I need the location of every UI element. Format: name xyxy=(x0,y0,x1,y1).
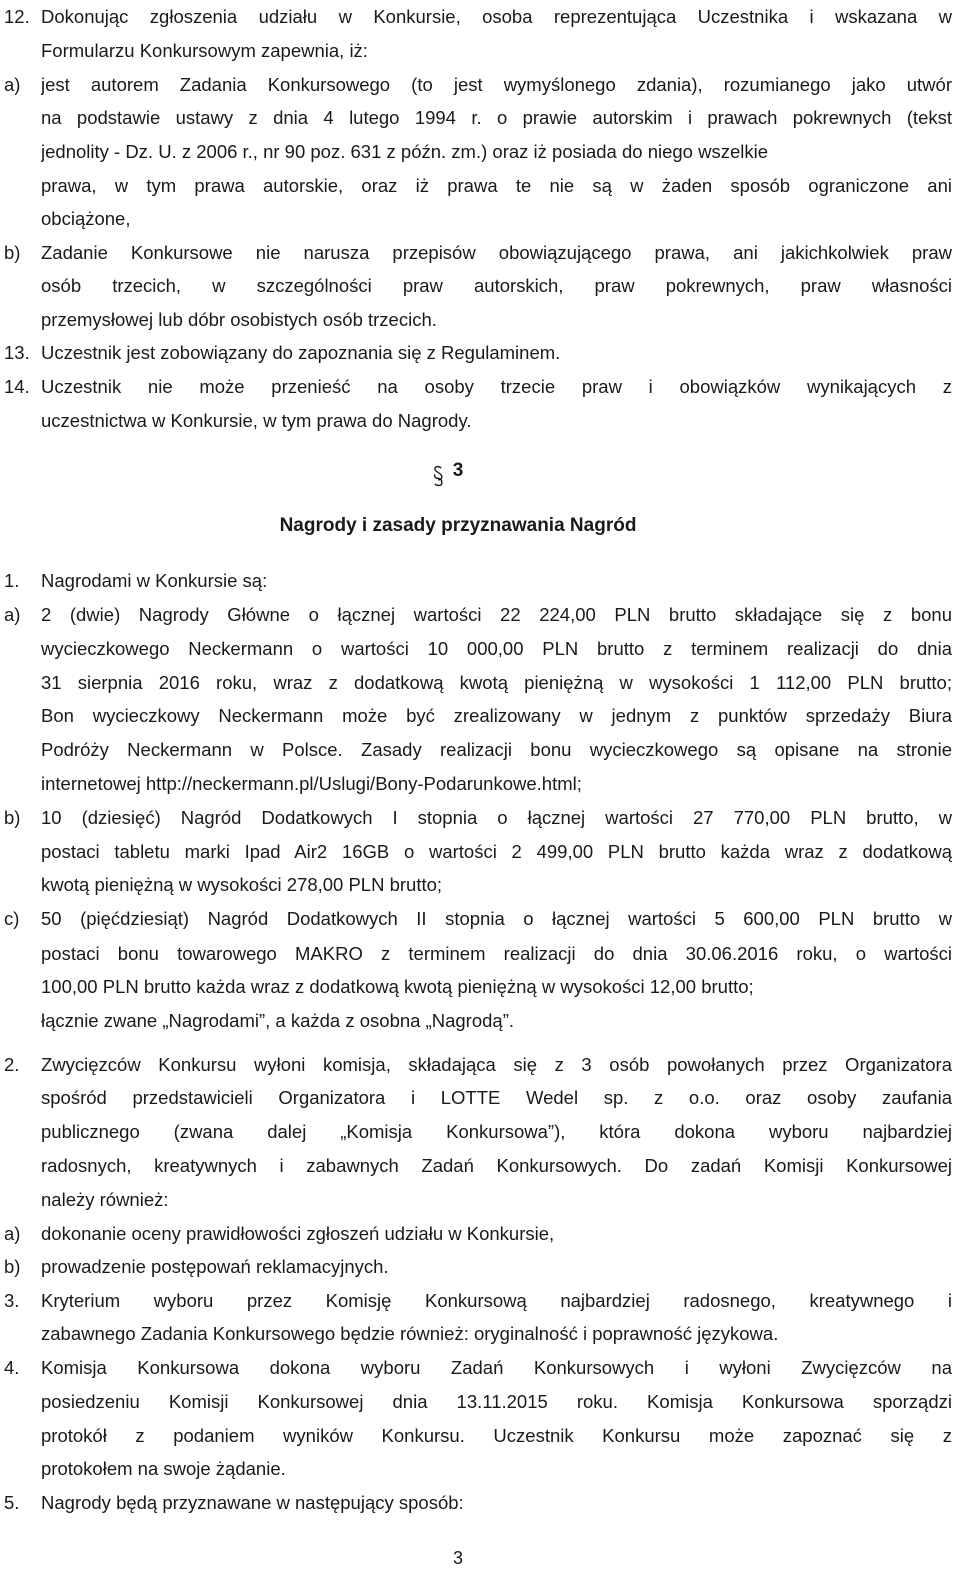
page-number: 3 xyxy=(452,1548,463,1568)
list-marker: 4. xyxy=(4,1357,20,1378)
line-text: Uczestnik nie może przenieść na osoby trzecie praw i obowiązków wynikających z xyxy=(41,376,952,397)
list-marker: a) xyxy=(4,1223,21,1244)
line-text: zabawnego Zadania Konkursowego będzie również: oryginalność i poprawność językowa. xyxy=(41,1323,779,1344)
line-text: na podstawie ustawy z dnia 4 lutego 1994 r. o prawie autorskim i prawach pokrewnych (tekst xyxy=(41,107,952,128)
text-line xyxy=(0,169,960,203)
list-marker: c) xyxy=(4,908,20,929)
line-text: osób trzecich, w szczególności praw autorskich, praw pokrewnych, praw własności xyxy=(41,275,952,296)
section-title: Nagrody i zasady przyznawania Nagród xyxy=(279,515,637,536)
list-marker: 2. xyxy=(4,1054,20,1075)
list-marker: a) xyxy=(4,604,21,625)
line-text: 2 (dwie) Nagrody Główne o łącznej wartości 22 224,00 PLN brutto składające się z bonu xyxy=(41,604,952,625)
line-text: radosnych, kreatywnych i zabawnych Zadań Konkursowych. Do zadań Komisji Konkursowej xyxy=(41,1155,952,1176)
list-marker: 5. xyxy=(4,1492,20,1513)
text-line xyxy=(0,336,960,370)
text-line xyxy=(0,1115,960,1149)
line-text: prawa, w tym prawa autorskie, oraz iż prawa te nie są w żaden sposób ograniczone ani xyxy=(41,175,952,196)
line-text: uczestnictwa w Konkursie, w tym prawa do Nagrody. xyxy=(41,410,472,431)
text-line xyxy=(0,202,960,236)
line-text: obciążone, xyxy=(41,208,131,229)
list-marker: 12. xyxy=(4,6,30,27)
line-text: Uczestnik jest zobowiązany do zapoznania się z Regulaminem. xyxy=(41,342,561,363)
line-text: dokonanie oceny prawidłowości zgłoszeń udziału w Konkursie, xyxy=(41,1223,555,1244)
text-line xyxy=(0,1217,960,1251)
line-text: protokołem na swoje żądanie. xyxy=(41,1458,286,1479)
list-marker: b) xyxy=(4,1256,21,1277)
line-text: prowadzenie postępowań reklamacyjnych. xyxy=(41,1256,389,1277)
text-line xyxy=(0,733,960,767)
line-text xyxy=(41,135,952,169)
text-line xyxy=(0,868,960,902)
text-line xyxy=(0,801,960,835)
text-line xyxy=(0,699,960,733)
line-text: wycieczkowego Neckermann o wartości 10 000,00 PLN brutto z terminem realizacji do dnia xyxy=(41,638,952,659)
text-line xyxy=(0,970,960,1004)
line-text: Podróży Neckermann w Polsce. Zasady realizacji bonu wycieczkowego są opisane na stronie xyxy=(41,739,952,760)
line-text: publicznego (zwana dalej „Komisja Konkursowa”), która dokona wyboru najbardziej xyxy=(41,1121,952,1142)
text-line xyxy=(0,598,960,632)
line-text: Dokonując zgłoszenia udziału w Konkursie, osoba reprezentująca Uczestnika i wskazana w xyxy=(41,6,952,27)
list-marker: 1. xyxy=(4,570,20,591)
line-text: protokół z podaniem wyników Konkursu. Uczestnik Konkursu może zapoznać się z xyxy=(41,1425,952,1446)
line-text: 100,00 PLN brutto każda wraz z dodatkową kwotą pieniężną w wysokości 12,00 brutto; xyxy=(41,976,754,997)
line-text: posiedzeniu Komisji Konkursowej dnia 13.11.2015 roku. Komisja Konkursowa sporządzi xyxy=(41,1391,952,1412)
text-line xyxy=(0,666,960,700)
text-line xyxy=(0,236,960,270)
line-text: jest autorem Zadania Konkursowego (to jest wymyślonego zdania), rozumianego jako utwór xyxy=(41,74,952,95)
line-text: należy również: xyxy=(41,1189,169,1210)
list-marker: 14. xyxy=(4,376,30,397)
list-marker: a) xyxy=(4,74,21,95)
line-text: 31 sierpnia 2016 roku, wraz z dodatkową kwotą pieniężną w wysokości 1 112,00 PLN brutto; xyxy=(41,672,952,693)
text-line xyxy=(0,1081,960,1115)
line-text: Zwycięzców Konkursu wyłoni komisja, składająca się z 3 osób powołanych przez Organizatora xyxy=(41,1054,952,1075)
text-line xyxy=(0,1452,960,1486)
line-text: postaci bonu towarowego MAKRO z terminem realizacji do dnia 30.06.2016 roku, o wartości xyxy=(41,943,952,964)
text-line xyxy=(0,1317,960,1351)
text-line xyxy=(0,835,960,869)
text-line xyxy=(0,101,960,135)
text-line xyxy=(0,370,960,404)
text-line xyxy=(0,1004,960,1038)
text-line xyxy=(0,34,960,68)
line-text: kwotą pieniężną w wysokości 278,00 PLN brutto; xyxy=(41,874,443,895)
list-marker: b) xyxy=(4,242,21,263)
line-text: Kryterium wyboru przez Komisję Konkursową najbardziej radosnego, kreatywnego i xyxy=(41,1290,952,1311)
text-line xyxy=(0,269,960,303)
line-text: Zadanie Konkursowe nie narusza przepisów obowiązującego prawa, ani jakichkolwiek praw xyxy=(41,242,952,263)
text-line xyxy=(0,303,960,337)
line-text: 50 (pięćdziesiąt) Nagród Dodatkowych II stopnia o łącznej wartości 5 600,00 PLN brutto w xyxy=(41,908,952,929)
text-line xyxy=(0,1486,960,1520)
text-line xyxy=(0,135,960,169)
text-line xyxy=(0,1385,960,1419)
section-number xyxy=(0,454,920,488)
line-text: Bon wycieczkowy Neckermann może być zrealizowany w jednym z punktów sprzedaży Biura xyxy=(41,705,952,726)
line-text: przemysłowej lub dóbr osobistych osób trzecich. xyxy=(41,309,437,330)
text-line xyxy=(0,902,960,936)
list-marker: b) xyxy=(4,807,21,828)
line-text: łącznie zwane „Nagrodami”, a każda z osobna „Nagrodą”. xyxy=(41,1010,515,1031)
text-line xyxy=(0,767,960,801)
text-line xyxy=(0,1284,960,1318)
text-line xyxy=(0,1149,960,1183)
line-text: 10 (dziesięć) Nagród Dodatkowych I stopnia o łącznej wartości 27 770,00 PLN brutto, w xyxy=(41,807,952,828)
text-line xyxy=(0,937,960,971)
line-text: Nagrody będą przyznawane w następujący sposób: xyxy=(41,1492,464,1513)
text-line xyxy=(0,1250,960,1284)
line-text: Formularzu Konkursowym zapewnia, iż: xyxy=(41,40,368,61)
text-line xyxy=(0,68,960,102)
text-line xyxy=(0,632,960,666)
section-sign-icon xyxy=(431,462,445,490)
line-text: Komisja Konkursowa dokona wyboru Zadań Konkursowych i wyłoni Zwycięzców na xyxy=(41,1357,952,1378)
section-number-text: 3 xyxy=(452,460,464,481)
list-marker: 3. xyxy=(4,1290,20,1311)
text-line xyxy=(0,564,960,598)
text-line xyxy=(0,1048,960,1082)
line-text: Nagrodami w Konkursie są: xyxy=(41,570,268,591)
line-text-tail: ) oraz iż posiada do niego wszelkie xyxy=(481,141,769,162)
text-line xyxy=(0,1183,960,1217)
text-line xyxy=(0,404,960,438)
line-text-part: jednolity - Dz. U. z 2006 r., nr 90 poz. 631 z późn. zm. xyxy=(41,141,482,162)
line-text: spośród przedstawicieli Organizatora i LOTTE Wedel sp. z o.o. oraz osoby zaufania xyxy=(41,1087,952,1108)
text-line xyxy=(0,1419,960,1453)
line-text: internetowej http://neckermann.pl/Uslugi/Bony-Podarunkowe.html; xyxy=(41,773,582,794)
list-marker: 13. xyxy=(4,342,30,363)
text-line xyxy=(0,0,960,34)
text-line xyxy=(0,1351,960,1385)
line-text: postaci tabletu marki Ipad Air2 16GB o wartości 2 499,00 PLN brutto każda wraz z dodatkową xyxy=(41,841,952,862)
